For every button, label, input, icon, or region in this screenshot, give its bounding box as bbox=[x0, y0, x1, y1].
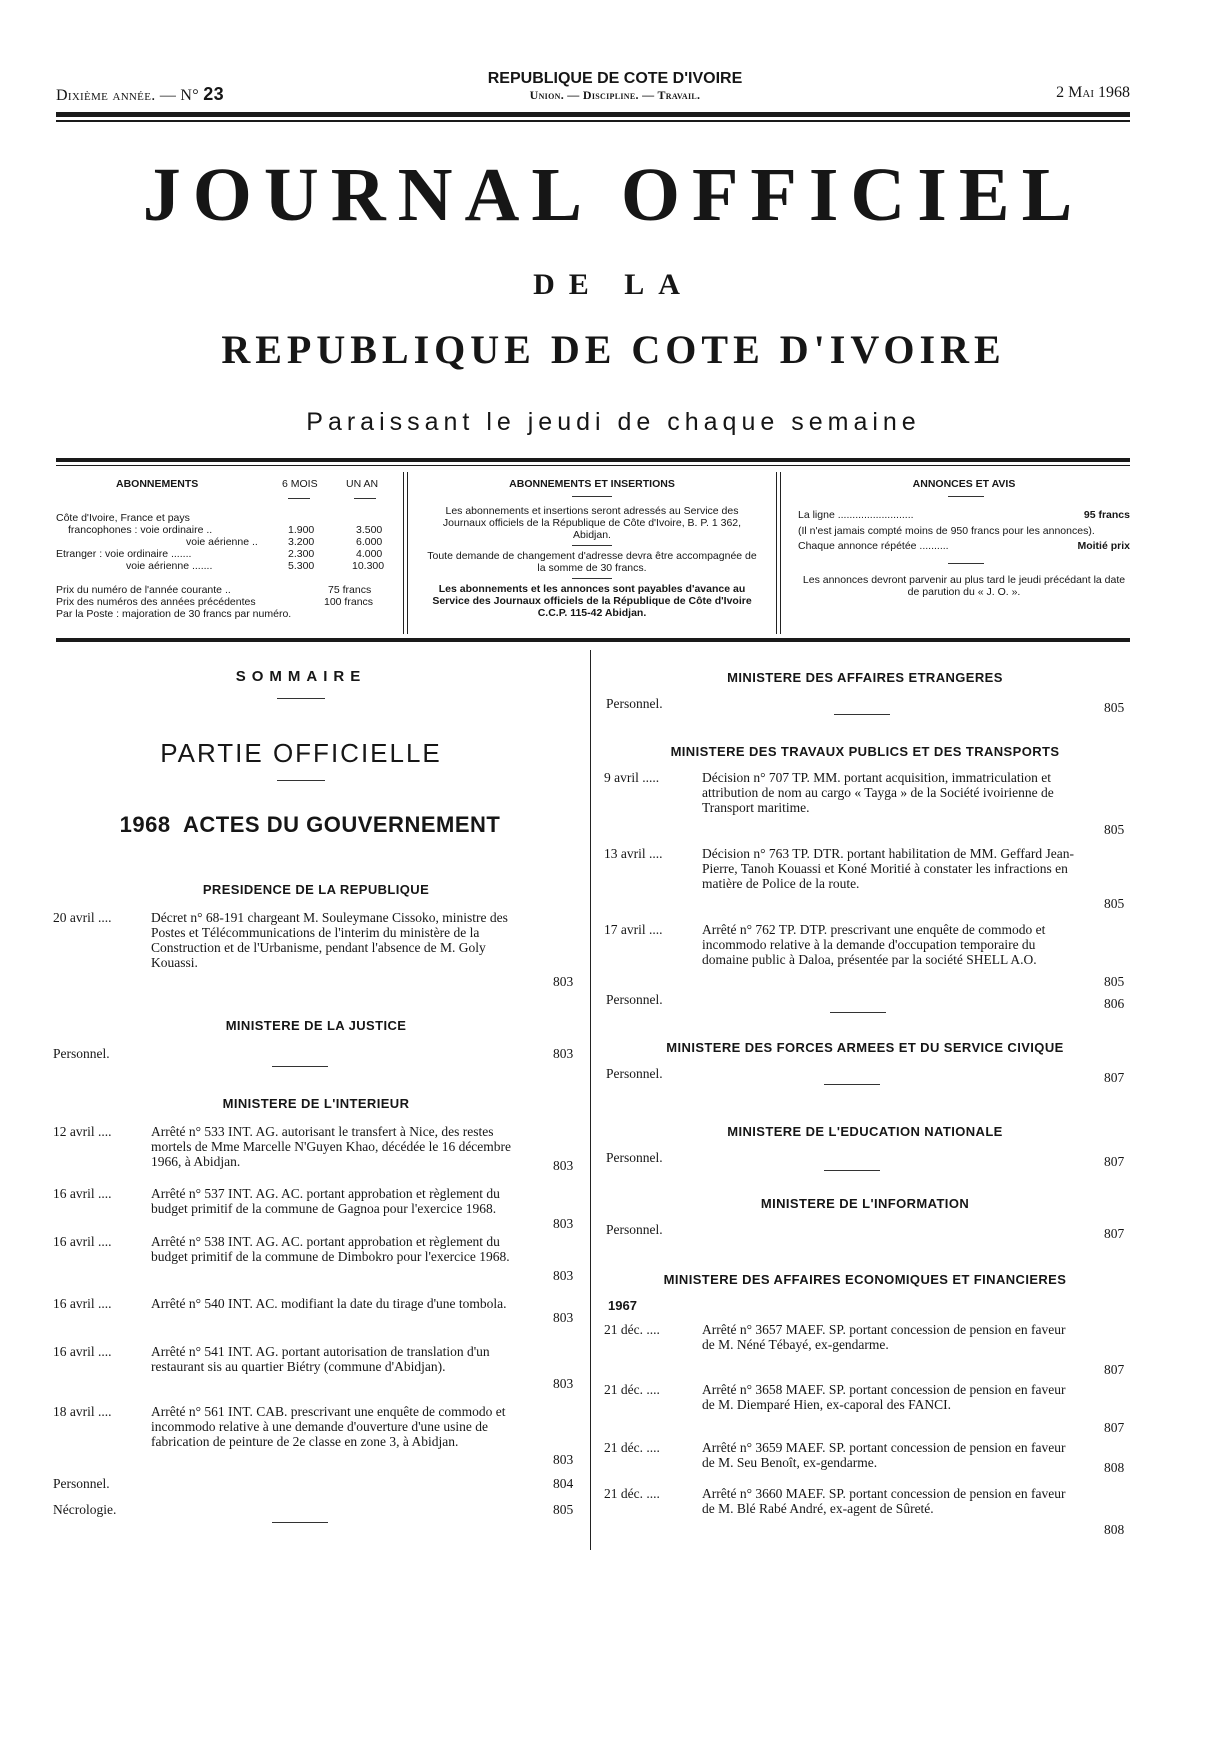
journal-title: JOURNAL OFFICIEL bbox=[142, 153, 1085, 237]
education-page: 807 bbox=[1104, 1154, 1125, 1169]
entry-date: 17 avril .... bbox=[604, 922, 663, 937]
sommaire-title: SOMMAIRE bbox=[235, 668, 367, 685]
entry-text: Décision n° 763 TP. DTR. portant habilitation de MM. Geffard Jean-Pierre, Tanoh Kouassi et Koné Moritié à constater les infractions en matière de Police de la route. bbox=[702, 846, 1074, 891]
republic-name: REPUBLIQUE DE COTE D'IVOIRE bbox=[487, 70, 743, 87]
justice-personnel: Personnel. bbox=[53, 1046, 110, 1061]
annonces-box bbox=[798, 478, 1130, 598]
box-divider bbox=[403, 472, 408, 634]
summary-entry bbox=[604, 1322, 1104, 1382]
republic-header bbox=[440, 70, 790, 103]
justice-heading: MINISTERE DE LA JUSTICE bbox=[225, 1018, 407, 1033]
information-page: 807 bbox=[1104, 1226, 1125, 1241]
entry-date: 21 déc. .... bbox=[604, 1440, 660, 1455]
etrangeres-heading: MINISTERE DES AFFAIRES ETRANGERES bbox=[727, 670, 1003, 685]
column-divider bbox=[590, 650, 593, 1550]
travaux-personnel-page: 806 bbox=[1104, 996, 1125, 1011]
header-rule bbox=[56, 112, 1130, 117]
presidence-entry bbox=[53, 910, 583, 990]
entry-text: Arrêté n° 537 INT. AG. AC. portant approbation et règlement du budget primitif de la commune de Gagnoa pour l'exercice 1968. bbox=[151, 1186, 500, 1216]
entry-text: Arrêté n° 3660 MAEF. SP. portant concession de pension en faveur de M. Blé Rabé André, ex-agent de Sûreté. bbox=[702, 1486, 1066, 1516]
box-top-rule-thin bbox=[56, 465, 1130, 466]
entry-page: 803 bbox=[553, 1268, 574, 1283]
entry-date: 16 avril .... bbox=[53, 1234, 112, 1249]
box-top-rule bbox=[56, 458, 1130, 462]
travaux-heading: MINISTERE DES TRAVAUX PUBLICS ET DES TRANSPORTS bbox=[670, 744, 1060, 759]
entry-date: 21 déc. .... bbox=[604, 1322, 660, 1337]
entry-date: 16 avril .... bbox=[53, 1186, 112, 1201]
motto: Union. — Discipline. — Travail. bbox=[529, 88, 701, 102]
entry-page: 805 bbox=[1104, 896, 1125, 911]
insertions-p1: Les abonnements et insertions seront adressés au Service des Journaux officiels de la République de Côte d'Ivoire, B. P. 1 362, Abidjan. bbox=[442, 505, 742, 541]
col-un-an: UN AN bbox=[346, 478, 379, 490]
entry-page: 807 bbox=[1104, 1420, 1125, 1435]
necrologie-page: 805 bbox=[553, 1502, 574, 1517]
travaux-personnel: Personnel. bbox=[606, 992, 663, 1007]
sub-row: Côte d'Ivoire, France et pays bbox=[56, 512, 190, 524]
issue-number: 23 bbox=[203, 84, 224, 104]
etrangeres-personnel: Personnel. bbox=[606, 696, 663, 711]
entry-date: 18 avril .... bbox=[53, 1404, 112, 1419]
interieur-personnel: Personnel. bbox=[53, 1476, 110, 1491]
entry-page: 808 bbox=[1104, 1522, 1125, 1537]
subscriptions-rows bbox=[56, 512, 396, 572]
price-row: Prix du numéro de l'année courante .. 75 francs bbox=[56, 584, 372, 596]
summary-entry bbox=[604, 1486, 1104, 1546]
actes-heading bbox=[56, 812, 564, 838]
forces-heading: MINISTERE DES FORCES ARMEES ET DU SERVICE CIVIQUE bbox=[666, 1040, 1064, 1055]
entry-text: Arrêté n° 538 INT. AG. AC. portant approbation et règlement du budget primitif de la commune de Dimbokro pour l'exercice 1968. bbox=[151, 1234, 510, 1264]
box-bottom-rule bbox=[56, 638, 1130, 642]
sub-row: francophones : voie ordinaire .. 1.900 3.500 bbox=[68, 524, 383, 536]
forces-page: 807 bbox=[1104, 1070, 1125, 1085]
annonces-note: Les annonces devront parvenir au plus tard le jeudi précédant la date de parution du « J. O. ». bbox=[802, 574, 1126, 598]
entry-text: Arrêté n° 533 INT. AG. autorisant le transfert à Nice, des restes mortels de Mme Marcelle N'Guyen Khao, décédée le 16 décembre 1966, à Abidjan. bbox=[151, 1124, 512, 1169]
entry-page: 805 bbox=[1104, 974, 1125, 989]
journal-republic: REPUBLIQUE DE COTE D'IVOIRE bbox=[221, 327, 1006, 372]
sub-row: voie aérienne ....... 5.300 10.300 bbox=[126, 560, 385, 572]
entry-page: 803 bbox=[553, 974, 574, 989]
actes-title: ACTES DU GOUVERNEMENT bbox=[183, 812, 501, 837]
insertions-p2: Toute demande de changement d'adresse devra être accompagnée de la somme de 30 francs. bbox=[427, 550, 757, 574]
annonce-ligne: La ligne .......................... bbox=[798, 509, 914, 521]
actes-year: 1968 bbox=[119, 812, 171, 837]
annonce-repetee: Chaque annonce répétée .......... bbox=[798, 540, 949, 552]
entry-date: 16 avril .... bbox=[53, 1344, 112, 1359]
education-heading: MINISTERE DE L'EDUCATION NATIONALE bbox=[727, 1124, 1003, 1139]
entry-text: Arrêté n° 540 INT. AC. modifiant la date du tirage d'une tombola. bbox=[151, 1296, 507, 1311]
col-6-mois: 6 MOIS bbox=[282, 478, 318, 490]
sub-row: Etranger : voie ordinaire ....... 2.300 4.000 bbox=[56, 548, 383, 560]
summary-entry bbox=[53, 1124, 553, 1184]
entry-text: Arrêté n° 3659 MAEF. SP. portant concession de pension en faveur de M. Seu Benoît, ex-gendarme. bbox=[702, 1440, 1066, 1470]
entry-page: 803 bbox=[553, 1452, 574, 1467]
entry-page: 803 bbox=[553, 1310, 574, 1325]
price-row: Par la Poste : majoration de 30 francs par numéro. bbox=[56, 608, 292, 620]
presidence-heading: PRESIDENCE DE LA REPUBLIQUE bbox=[202, 882, 430, 897]
education-personnel: Personnel. bbox=[606, 1150, 663, 1165]
insertions-box bbox=[424, 478, 760, 619]
summary-entry bbox=[53, 1234, 553, 1294]
interieur-heading: MINISTERE DE L'INTERIEUR bbox=[222, 1096, 410, 1111]
summary-entry bbox=[604, 846, 1104, 906]
insertions-heading: ABONNEMENTS ET INSERTIONS bbox=[509, 478, 675, 490]
interieur-personnel-page: 804 bbox=[553, 1476, 574, 1491]
sub-row: voie aérienne .. 3.200 6.000 bbox=[186, 536, 383, 548]
entry-page: 807 bbox=[1104, 1362, 1125, 1377]
summary-entry bbox=[604, 770, 1104, 830]
information-personnel: Personnel. bbox=[606, 1222, 663, 1237]
entry-date: 20 avril .... bbox=[53, 910, 112, 925]
forces-personnel: Personnel. bbox=[606, 1066, 663, 1081]
annonce-ligne-prix: 95 francs bbox=[1083, 509, 1130, 521]
entry-text: Arrêté n° 3657 MAEF. SP. portant concession de pension en faveur de M. Néné Tébayé, ex-gendarme. bbox=[702, 1322, 1066, 1352]
journal-de-la: DE LA bbox=[533, 268, 694, 301]
entry-text: Arrêté n° 541 INT. AG. portant autorisation de translation d'un restaurant sis au quartier Biétry (commune d'Abidjan). bbox=[151, 1344, 490, 1374]
entry-date: 16 avril .... bbox=[53, 1296, 112, 1311]
issue-date: 2 Mai 1968 bbox=[1056, 84, 1130, 101]
issue-label bbox=[56, 84, 224, 105]
price-row: Prix des numéros des années précédentes 100 francs bbox=[56, 596, 374, 608]
entry-page: 805 bbox=[1104, 822, 1125, 837]
entry-page: 808 bbox=[1104, 1460, 1125, 1475]
box-divider bbox=[776, 472, 781, 634]
entry-text: Décret n° 68-191 chargeant M. Souleymane Cissoko, ministre des Postes et Télécommunications de l'interim du ministère de la Construction et de l'Urbanisme, pendant l'absence de M. Goly Kouassi. bbox=[151, 910, 508, 970]
necrologie: Nécrologie. bbox=[53, 1502, 117, 1517]
economiques-heading: MINISTERE DES AFFAIRES ECONOMIQUES ET FINANCIERES bbox=[663, 1272, 1067, 1287]
entry-date: 12 avril .... bbox=[53, 1124, 112, 1139]
entry-date: 21 déc. .... bbox=[604, 1486, 660, 1501]
entry-text: Arrêté n° 561 INT. CAB. prescrivant une enquête de commodo et incommodo relative à une demande d'ouverture d'une usine de fabrication de peinture de 2e classe en zone 3, à Abidjan. bbox=[151, 1404, 506, 1449]
journal-tagline: Paraissant le jeudi de chaque semaine bbox=[306, 408, 921, 436]
partie-officielle: PARTIE OFFICIELLE bbox=[160, 738, 442, 768]
entry-text: Décision n° 707 TP. MM. portant acquisition, immatriculation et attribution de nom au cargo « Tayga » de la Société ivoirienne de Transport maritime. bbox=[702, 770, 1054, 815]
header-rule-thin bbox=[56, 120, 1130, 122]
issue-text: Dixième année. — N° bbox=[56, 87, 199, 104]
annonce-repetee-prix: Moitié prix bbox=[1077, 540, 1130, 552]
entry-date: 13 avril .... bbox=[604, 846, 663, 861]
subscriptions-heading: ABONNEMENTS bbox=[116, 478, 199, 490]
entry-page: 803 bbox=[553, 1216, 574, 1231]
insertions-p3: Les abonnements et les annonces sont payables d'avance au Service des Journaux officiels de la République de Côte d'Ivoire C.C.P. 115-42 Abidjan. bbox=[432, 583, 752, 619]
entry-date: 9 avril ..... bbox=[604, 770, 660, 785]
entry-text: Arrêté n° 3658 MAEF. SP. portant concession de pension en faveur de M. Diemparé Hien, ex-caporal des FANCI. bbox=[702, 1382, 1066, 1412]
economiques-year: 1967 bbox=[608, 1298, 637, 1313]
entry-page: 803 bbox=[553, 1158, 574, 1173]
summary-entry bbox=[53, 1344, 553, 1404]
etrangeres-page: 805 bbox=[1104, 700, 1125, 715]
entry-page: 803 bbox=[553, 1376, 574, 1391]
annonce-min: (Il n'est jamais compté moins de 950 francs pour les annonces). bbox=[798, 525, 1095, 537]
entry-text: Arrêté n° 762 TP. DTP. prescrivant une enquête de commodo et incommodo relative à la demande d'occupation temporaire du domaine public à Daloa, présentée par la société SHELL A.O. bbox=[702, 922, 1046, 967]
summary-entry bbox=[53, 1404, 553, 1464]
summary-entry bbox=[604, 922, 1104, 982]
subscriptions-box bbox=[56, 478, 396, 620]
justice-page: 803 bbox=[553, 1046, 574, 1061]
annonces-heading: ANNONCES ET AVIS bbox=[912, 478, 1016, 490]
summary-entry bbox=[604, 1382, 1104, 1442]
information-heading: MINISTERE DE L'INFORMATION bbox=[760, 1196, 970, 1211]
entry-date: 21 déc. .... bbox=[604, 1382, 660, 1397]
